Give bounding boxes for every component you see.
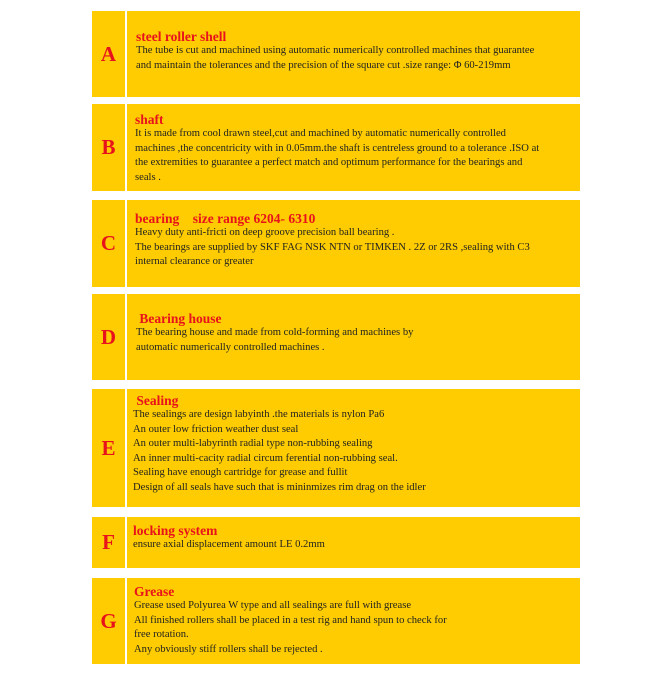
section-line: Heavy duty anti-fricti on deep groove precision ball bearing . xyxy=(135,227,395,238)
section-line: Sealing have enough cartridge for grease and fullit xyxy=(133,467,348,479)
section-line: It is made from cool drawn steel,cut and machined by automatic numerically controlled xyxy=(135,128,506,139)
section-line: machines ,the concentricity with in 0.05mm.the shaft is centreless ground to a tolerance .ISO at xyxy=(135,142,540,154)
section-letter: E xyxy=(101,435,116,460)
section-line: An outer multi-labyrinth radial type non-rubbing sealing xyxy=(133,438,373,450)
section-title: bearing size range 6204- 6310 xyxy=(135,211,316,226)
section-line: All finished rollers shall be placed in a test rig and hand spun to check for xyxy=(134,614,447,626)
section-letter: A xyxy=(100,41,117,66)
section-card-b xyxy=(92,104,580,191)
section-letter: D xyxy=(100,324,117,349)
section-title: Grease xyxy=(134,584,175,599)
section-content xyxy=(135,113,576,185)
section-letter-cell xyxy=(92,104,127,191)
section-card-g xyxy=(92,578,580,664)
section-line: seals . xyxy=(135,171,161,183)
section-letter: B xyxy=(101,135,116,159)
section-line: The bearings are supplied by SKF FAG NSK NTN or TIMKEN . 2Z or 2RS ,sealing with C3 xyxy=(135,241,530,253)
section-letter-cell xyxy=(92,200,127,287)
section-letter-cell xyxy=(92,578,127,664)
section-title: Sealing xyxy=(133,393,179,408)
section-title: Bearing house xyxy=(136,311,222,326)
section-letter-cell xyxy=(92,389,127,507)
section-letter-cell xyxy=(92,517,127,568)
section-content xyxy=(136,30,576,73)
section-card-a xyxy=(92,11,580,97)
section-line: ensure axial displacement amount LE 0.2mm xyxy=(133,539,325,550)
section-card-f xyxy=(92,517,580,568)
section-line: An outer low friction weather dust seal xyxy=(133,423,299,435)
section-line: The bearing house and made from cold-forming and machines by xyxy=(136,327,414,338)
section-content xyxy=(136,312,576,355)
section-line: the extremities to guarantee a perfect match and optimum performance for the bearings and xyxy=(135,157,523,169)
section-card-c xyxy=(92,200,580,287)
section-line: Any obviously stiff rollers shall be rejected . xyxy=(134,643,323,655)
section-letter: G xyxy=(100,608,117,633)
section-letter: F xyxy=(102,530,115,554)
section-line: automatic numerically controlled machines . xyxy=(136,341,325,353)
section-line: The tube is cut and machined using automatic numerically controlled machines that guarantee xyxy=(136,45,535,56)
section-title: steel roller shell xyxy=(136,29,227,44)
section-line: The sealings are design labyinth .the materials is nylon Pa6 xyxy=(133,409,385,420)
section-title: locking system xyxy=(133,523,218,538)
section-card-e xyxy=(92,389,580,507)
section-title: shaft xyxy=(135,112,164,127)
section-line: An inner multi-cacity radial circum ferential non-rubbing seal. xyxy=(133,452,398,464)
section-line: Design of all seals have such that is mininmizes rim drag on the idler xyxy=(133,481,426,493)
section-content xyxy=(133,394,576,496)
section-letter-cell xyxy=(92,11,127,97)
section-letter-cell xyxy=(92,294,127,380)
section-line: and maintain the tolerances and the precision of the square cut .size range: Φ 60-219mm xyxy=(136,59,511,71)
section-content xyxy=(133,524,576,553)
section-card-d xyxy=(92,294,580,380)
section-letter: C xyxy=(100,231,117,255)
section-line: internal clearance or greater xyxy=(135,256,254,268)
section-content xyxy=(134,585,576,657)
section-line: free rotation. xyxy=(134,629,189,641)
section-content xyxy=(135,212,576,270)
section-line: Grease used Polyurea W type and all sealings are full with grease xyxy=(134,600,412,611)
